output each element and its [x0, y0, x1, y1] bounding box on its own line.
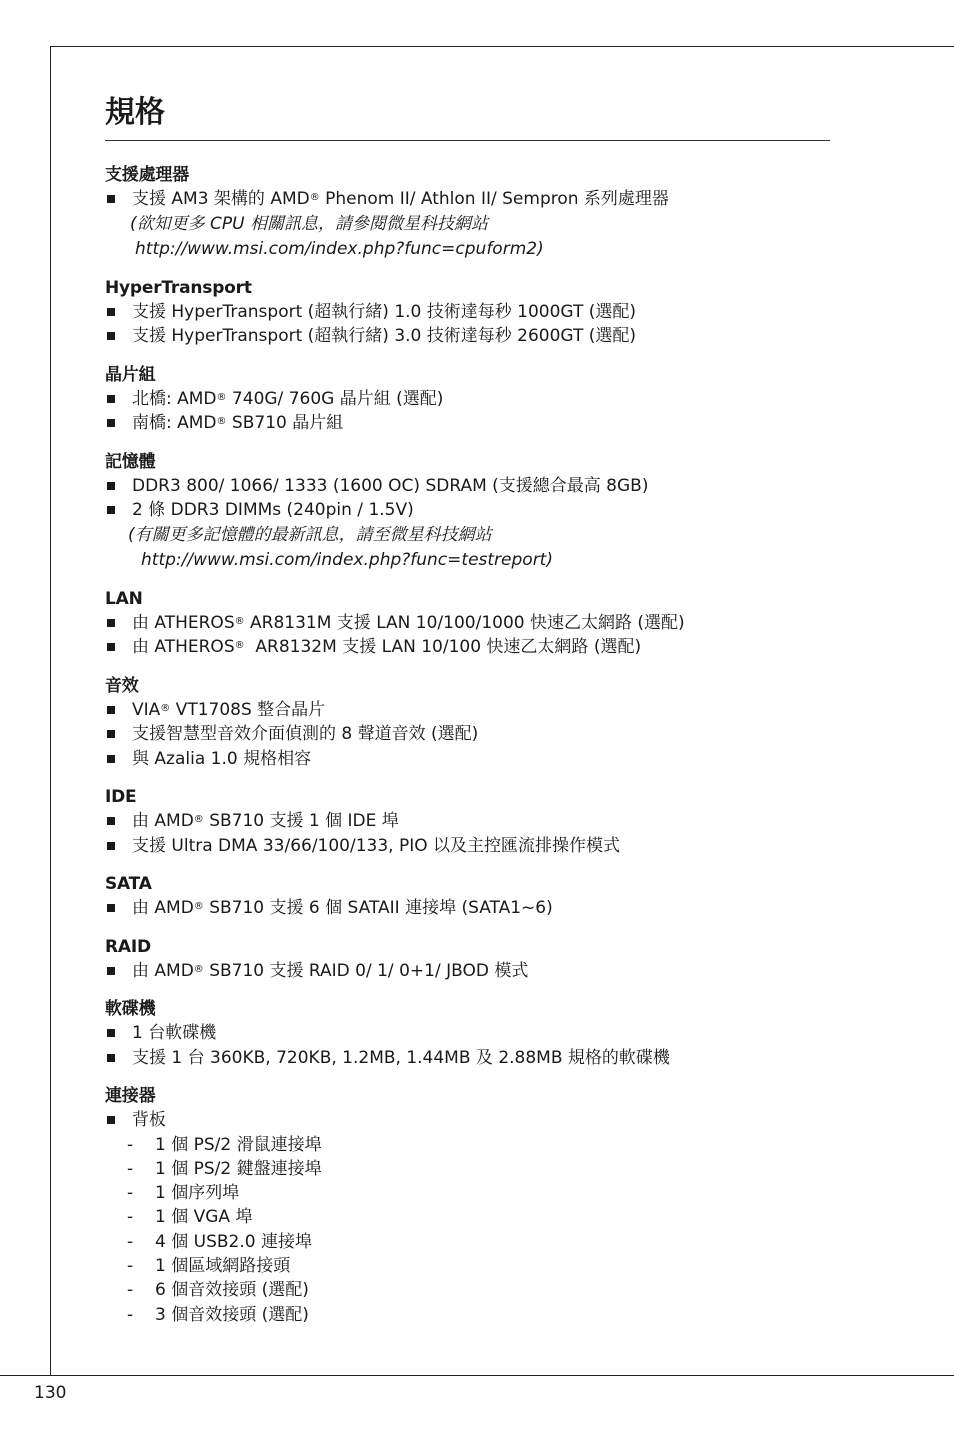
square-bullet-icon [107, 332, 115, 340]
cpu-note: (欲知更多 CPU 相關訊息，請參閱微星科技網站 [130, 213, 489, 234]
sub-list-item: - 3 個音效接頭 (選配) [127, 1304, 309, 1325]
list-item: 由 AMD® SB710 支援 1 個 IDE 埠 [105, 809, 830, 834]
sub-list-item: - 1 個 VGA 埠 [127, 1207, 253, 1228]
section-heading: RAID [105, 936, 151, 957]
list-item: 支援 AM3 架構的 AMD® Phenom II/ Athlon II/ Sempron 系列處理器 [105, 187, 830, 212]
section-heading: 連接器 [105, 1086, 156, 1106]
square-bullet-icon [107, 842, 115, 850]
frame-bottom-rule [0, 1375, 954, 1376]
sub-list-item: - 1 個區域網路接頭 [127, 1255, 291, 1276]
list-item: 支援智慧型音效介面偵測的 8 聲道音效 (選配) [105, 722, 830, 747]
section-cpu [105, 163, 830, 262]
page-title: 規格 [105, 92, 830, 141]
square-bullet-icon [107, 1029, 115, 1037]
spec-content [105, 92, 830, 1327]
section-heading: 軟碟機 [105, 999, 156, 1019]
square-bullet-icon [107, 817, 115, 825]
square-bullet-icon [107, 395, 115, 403]
sub-list-item: - 1 個 PS/2 滑鼠連接埠 [127, 1134, 322, 1155]
memory-note: (有關更多記憶體的最新訊息，請至微星科技網站 [128, 524, 492, 545]
section-lan [105, 587, 830, 660]
square-bullet-icon [107, 619, 115, 627]
list-item: 南橋: AMD® SB710 晶片組 [105, 411, 830, 436]
section-audio [105, 674, 830, 772]
frame-left-rule [50, 46, 51, 1376]
connector-sublist [105, 1133, 830, 1327]
list-item: VIA® VT1708S 整合晶片 [105, 698, 830, 723]
cpu-url: http://www.msi.com/index.php?func=cpuform2) [135, 238, 544, 259]
list-item: 支援 HyperTransport (超執行緒) 1.0 技術達每秒 1000GT (選配) [105, 300, 830, 325]
list-item: 支援 Ultra DMA 33/66/100/133, PIO 以及主控匯流排操作模式 [105, 834, 830, 859]
section-hypertransport [105, 276, 830, 349]
square-bullet-icon [107, 755, 115, 763]
section-raid [105, 935, 830, 984]
sub-list-item: - 1 個 PS/2 鍵盤連接埠 [127, 1158, 322, 1179]
sub-list-item: - 4 個 USB2.0 連接埠 [127, 1231, 312, 1252]
square-bullet-icon [107, 506, 115, 514]
square-bullet-icon [107, 967, 115, 975]
section-floppy [105, 997, 830, 1070]
section-memory [105, 450, 830, 573]
section-chipset [105, 363, 830, 436]
list-item: 支援 1 台 360KB, 720KB, 1.2MB, 1.44MB 及 2.88MB 規格的軟碟機 [105, 1046, 830, 1071]
list-item: 由 AMD® SB710 支援 6 個 SATAII 連接埠 (SATA1~6) [105, 896, 830, 921]
section-heading: LAN [105, 588, 143, 609]
square-bullet-icon [107, 195, 115, 203]
frame-top-rule [50, 46, 954, 47]
section-heading: IDE [105, 787, 137, 807]
section-ide [105, 785, 830, 858]
list-item: DDR3 800/ 1066/ 1333 (1600 OC) SDRAM (支援總合最高 8GB) [105, 474, 830, 499]
section-connectors [105, 1084, 830, 1327]
list-item: 2 條 DDR3 DIMMs (240pin / 1.5V) [105, 498, 830, 523]
list-item: 北橋: AMD® 740G/ 760G 晶片組 (選配) [105, 387, 830, 412]
square-bullet-icon [107, 419, 115, 427]
square-bullet-icon [107, 730, 115, 738]
square-bullet-icon [107, 482, 115, 490]
list-item: 由 ATHEROS® AR8132M 支援 LAN 10/100 快速乙太網路 (選配) [105, 635, 830, 660]
list-item: 1 台軟碟機 [105, 1021, 830, 1046]
section-heading: 支援處理器 [105, 165, 189, 185]
list-item: 由 ATHEROS® AR8131M 支援 LAN 10/100/1000 快速乙太網路 (選配) [105, 611, 830, 636]
square-bullet-icon [107, 308, 115, 316]
section-heading: 記憶體 [105, 451, 156, 472]
section-sata [105, 872, 830, 921]
list-item: 與 Azalia 1.0 規格相容 [105, 747, 830, 772]
square-bullet-icon [107, 1054, 115, 1062]
square-bullet-icon [107, 643, 115, 651]
square-bullet-icon [107, 904, 115, 912]
list-item: 背板 [105, 1108, 830, 1133]
section-heading: 音效 [105, 675, 139, 696]
list-item: 支援 HyperTransport (超執行緒) 3.0 技術達每秒 2600GT (選配) [105, 324, 830, 349]
sub-list-item: - 1 個序列埠 [127, 1183, 240, 1204]
section-heading: HyperTransport [105, 277, 252, 298]
page-number: 130 [34, 1383, 67, 1403]
sub-list-item: - 6 個音效接頭 (選配) [127, 1280, 309, 1301]
section-heading: 晶片組 [105, 364, 156, 385]
list-item: 由 AMD® SB710 支援 RAID 0/ 1/ 0+1/ JBOD 模式 [105, 959, 830, 984]
memory-url: http://www.msi.com/index.php?func=testreport) [141, 549, 553, 570]
square-bullet-icon [107, 706, 115, 714]
section-heading: SATA [105, 874, 152, 894]
square-bullet-icon [107, 1116, 115, 1124]
